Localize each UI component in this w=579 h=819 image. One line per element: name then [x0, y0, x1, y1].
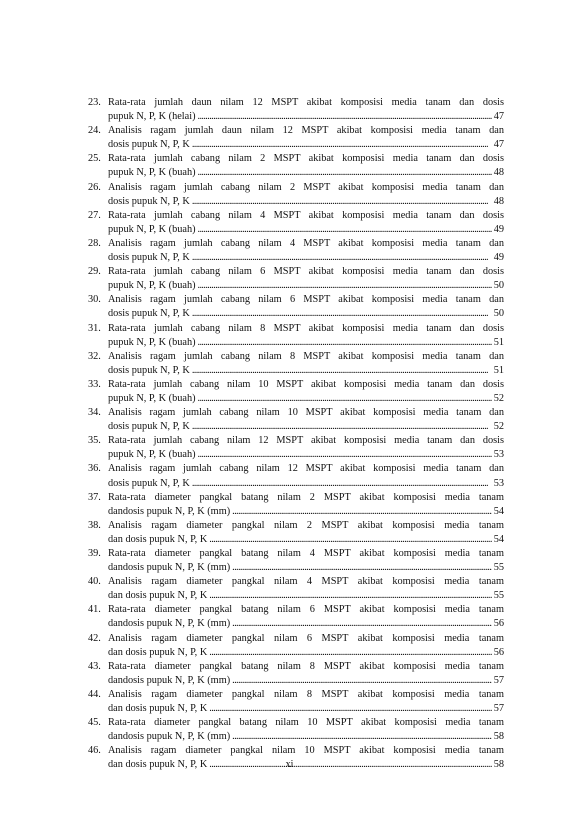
entry-title-line2-row [108, 617, 504, 631]
entry-number: 34. [88, 407, 101, 419]
entry-title-line2-row [108, 533, 504, 547]
entry-title-line1: Analisis ragam diameter pangkal nilam 4 MSPT akibat komposisi media tanam [108, 576, 504, 588]
toc-entry [88, 632, 504, 660]
dot-leader [232, 561, 492, 575]
entry-title-line2-row [108, 448, 504, 462]
entry-number: 46. [88, 745, 101, 757]
toc-entry [88, 716, 504, 744]
entry-title-line2-row [108, 138, 504, 152]
entry-title-line2: dan dosis pupuk N, P, K [108, 759, 208, 771]
entry-page-number: 55 [493, 590, 504, 602]
entry-number: 37. [88, 491, 101, 503]
dot-leader [232, 674, 492, 688]
toc-entry [88, 350, 504, 378]
entry-title-line1: Rata-rata diameter pangkal batang nilam 10 MSPT akibat komposisi media tanam [108, 717, 504, 729]
entry-page-number: 48 [493, 167, 504, 179]
toc-entry [88, 406, 504, 434]
entry-page-number: 54 [493, 505, 504, 517]
entry-title-line2: pupuk N, P, K (helai) [108, 111, 196, 123]
entry-page-number: 58 [493, 731, 504, 743]
entry-title-line2-row [108, 674, 504, 688]
toc-entry [88, 603, 504, 631]
entry-number: 26. [88, 181, 101, 193]
toc-entry [88, 378, 504, 406]
entry-title-line2-row [108, 477, 504, 491]
dot-leader [198, 110, 492, 124]
entry-title-line2: pupuk N, P, K (buah) [108, 392, 196, 404]
entry-number: 28. [88, 237, 101, 249]
entry-title-line2: pupuk N, P, K (buah) [108, 167, 196, 179]
entry-title-line1: Rata-rata jumlah daun nilam 12 MSPT akibat komposisi media tanam dan dosis [108, 97, 504, 108]
entry-title-line1: Rata-rata diameter pangkal batang nilam 4 MSPT akibat komposisi media tanam [108, 548, 504, 559]
entry-title-line1: Rata-rata diameter pangkal batang nilam 6 MSPT akibat komposisi media tanam [108, 604, 504, 616]
entry-page-number: 52 [493, 421, 504, 433]
entry-title-line1: Analisis ragam jumlah cabang nilam 10 MSPT akibat komposisi media tanam dan [108, 407, 504, 419]
dot-leader [209, 589, 491, 603]
entry-number: 39. [88, 548, 101, 559]
dot-leader [209, 533, 491, 547]
table-list [88, 96, 504, 773]
entry-number: 42. [88, 632, 101, 644]
toc-entry [88, 152, 504, 180]
entry-title-line1: Rata-rata jumlah cabang nilam 4 MSPT akibat komposisi media tanam dan dosis [108, 209, 504, 221]
entry-page-number: 55 [493, 562, 504, 574]
entry-title-line2: dosis pupuk N, P, K [108, 195, 190, 207]
dot-leader [192, 477, 492, 491]
entry-title-line2: dan dosis pupuk N, P, K [108, 533, 208, 545]
entry-page-number: 54 [493, 533, 504, 545]
entry-number: 23. [88, 97, 101, 108]
dot-leader [232, 617, 492, 631]
toc-entry [88, 575, 504, 603]
entry-page-number: 56 [493, 646, 504, 658]
entry-number: 25. [88, 153, 101, 165]
entry-title-line2: dan dosis pupuk N, P, K [108, 703, 208, 715]
dot-leader [232, 505, 492, 519]
toc-entry [88, 519, 504, 547]
toc-entry [88, 462, 504, 490]
entry-title-line1: Rata-rata jumlah cabang nilam 12 MSPT akibat komposisi media tanam dan dosis [108, 435, 504, 447]
dot-leader [192, 307, 492, 321]
entry-number: 27. [88, 209, 101, 221]
entry-page-number: 51 [493, 364, 504, 376]
entry-number: 24. [88, 125, 101, 137]
entry-title-line2: dosis pupuk N, P, K [108, 308, 190, 320]
entry-title-line2: dandosis pupuk N, P, K (mm) [108, 505, 231, 517]
dot-leader [192, 420, 492, 434]
entry-page-number: 47 [493, 139, 504, 151]
dot-leader [198, 223, 492, 237]
entry-title-line2-row [108, 223, 504, 237]
entry-number: 38. [88, 519, 101, 531]
entry-title-line1: Analisis ragam diameter pangkal nilam 6 MSPT akibat komposisi media tanam [108, 632, 504, 644]
dot-leader [198, 392, 492, 406]
entry-title-line2-row [108, 279, 504, 293]
entry-title-line2: dandosis pupuk N, P, K (mm) [108, 674, 231, 686]
toc-entry [88, 237, 504, 265]
dot-leader [198, 448, 492, 462]
entry-title-line2: dosis pupuk N, P, K [108, 252, 190, 264]
toc-entry [88, 181, 504, 209]
entry-title-line2-row [108, 336, 504, 350]
entry-number: 44. [88, 688, 101, 700]
entry-page-number: 52 [493, 392, 504, 404]
toc-entry [88, 688, 504, 716]
entry-title-line2: dosis pupuk N, P, K [108, 364, 190, 376]
entry-title-line2: dosis pupuk N, P, K [108, 477, 190, 489]
entry-page-number: 50 [493, 280, 504, 292]
entry-title-line1: Analisis ragam jumlah cabang nilam 12 MSPT akibat komposisi media tanam dan [108, 463, 504, 475]
entry-page-number: 51 [493, 336, 504, 348]
entry-number: 31. [88, 322, 101, 334]
entry-page-number: 48 [493, 195, 504, 207]
entry-title-line2-row [108, 505, 504, 519]
toc-entry [88, 209, 504, 237]
entry-title-line1: Rata-rata jumlah cabang nilam 8 MSPT akibat komposisi media tanam dan dosis [108, 322, 504, 334]
entry-title-line1: Analisis ragam jumlah cabang nilam 4 MSPT akibat komposisi media tanam dan [108, 237, 504, 249]
entry-page-number: 49 [493, 252, 504, 264]
entry-title-line2: dosis pupuk N, P, K [108, 139, 190, 151]
dot-leader [192, 364, 492, 378]
entry-page-number: 53 [493, 449, 504, 461]
dot-leader [192, 195, 492, 209]
entry-title-line2-row [108, 730, 504, 744]
dot-leader [192, 138, 492, 152]
toc-entry [88, 293, 504, 321]
entry-title-line1: Rata-rata jumlah cabang nilam 6 MSPT akibat komposisi media tanam dan dosis [108, 266, 504, 278]
entry-title-line1: Analisis ragam jumlah cabang nilam 2 MSPT akibat komposisi media tanam dan [108, 181, 504, 193]
entry-title-line2: pupuk N, P, K (buah) [108, 449, 196, 461]
entry-title-line2-row [108, 561, 504, 575]
toc-entry [88, 124, 504, 152]
toc-entry [88, 547, 504, 575]
entry-title-line1: Rata-rata diameter pangkal batang nilam 8 MSPT akibat komposisi media tanam [108, 660, 504, 672]
entry-page-number: 57 [493, 703, 504, 715]
entry-number: 45. [88, 717, 101, 729]
dot-leader [232, 730, 492, 744]
entry-title-line2-row [108, 307, 504, 321]
entry-title-line2-row [108, 646, 504, 660]
entry-number: 40. [88, 576, 101, 588]
entry-number: 43. [88, 660, 101, 672]
entry-title-line1: Rata-rata jumlah cabang nilam 10 MSPT akibat komposisi media tanam dan dosis [108, 378, 504, 390]
entry-number: 36. [88, 463, 101, 475]
entry-number: 29. [88, 266, 101, 278]
entry-title-line2: pupuk N, P, K (buah) [108, 280, 196, 292]
entry-title-line2: dandosis pupuk N, P, K (mm) [108, 562, 231, 574]
entry-number: 33. [88, 378, 101, 390]
dot-leader [192, 251, 492, 265]
entry-page-number: 47 [493, 111, 504, 123]
dot-leader [209, 646, 491, 660]
dot-leader [198, 336, 492, 350]
toc-entry [88, 322, 504, 350]
entry-title-line2: dan dosis pupuk N, P, K [108, 646, 208, 658]
entry-page-number: 53 [493, 477, 504, 489]
dot-leader [198, 279, 492, 293]
entry-title-line2-row [108, 110, 504, 124]
toc-entry [88, 491, 504, 519]
entry-number: 41. [88, 604, 101, 616]
entry-title-line2-row [108, 702, 504, 716]
entry-number: 35. [88, 435, 101, 447]
entry-title-line2-row [108, 166, 504, 180]
entry-title-line2-row [108, 589, 504, 603]
entry-title-line2: dosis pupuk N, P, K [108, 421, 190, 433]
entry-title-line2: dandosis pupuk N, P, K (mm) [108, 618, 231, 630]
entry-title-line2-row [108, 364, 504, 378]
entry-page-number: 58 [493, 759, 504, 771]
toc-entry [88, 434, 504, 462]
entry-title-line2: dan dosis pupuk N, P, K [108, 590, 208, 602]
entry-title-line1: Analisis ragam jumlah daun nilam 12 MSPT akibat komposisi media tanam dan [108, 125, 504, 137]
entry-title-line1: Analisis ragam diameter pangkal nilam 8 MSPT akibat komposisi media tanam [108, 688, 504, 700]
entry-number: 30. [88, 294, 101, 306]
entry-title-line1: Analisis ragam diameter pangkal nilam 10 MSPT akibat komposisi media tanam [108, 745, 504, 757]
entry-number: 32. [88, 350, 101, 362]
entry-title-line1: Rata-rata jumlah cabang nilam 2 MSPT akibat komposisi media tanam dan dosis [108, 153, 504, 165]
entry-page-number: 50 [493, 308, 504, 320]
entry-title-line1: Analisis ragam jumlah cabang nilam 6 MSPT akibat komposisi media tanam dan [108, 294, 504, 306]
toc-entry [88, 660, 504, 688]
entry-title-line2: pupuk N, P, K (buah) [108, 336, 196, 348]
dot-leader [209, 702, 491, 716]
page-footer-number: xi [285, 759, 294, 770]
toc-entry [88, 265, 504, 293]
entry-title-line2: dandosis pupuk N, P, K (mm) [108, 731, 231, 743]
entry-title-line2-row [108, 251, 504, 265]
entry-title-line2-row [108, 420, 504, 434]
entry-title-line2: pupuk N, P, K (buah) [108, 223, 196, 235]
entry-title-line1: Rata-rata diameter pangkal batang nilam 2 MSPT akibat komposisi media tanam [108, 491, 504, 503]
entry-title-line1: Analisis ragam diameter pangkal nilam 2 MSPT akibat komposisi media tanam [108, 519, 504, 531]
toc-entry [88, 96, 504, 124]
dot-leader [198, 166, 492, 180]
entry-title-line2-row [108, 195, 504, 209]
entry-title-line2-row [108, 392, 504, 406]
entry-page-number: 49 [493, 223, 504, 235]
entry-title-line1: Analisis ragam jumlah cabang nilam 8 MSPT akibat komposisi media tanam dan [108, 350, 504, 362]
entry-page-number: 56 [493, 618, 504, 630]
entry-page-number: 57 [493, 674, 504, 686]
